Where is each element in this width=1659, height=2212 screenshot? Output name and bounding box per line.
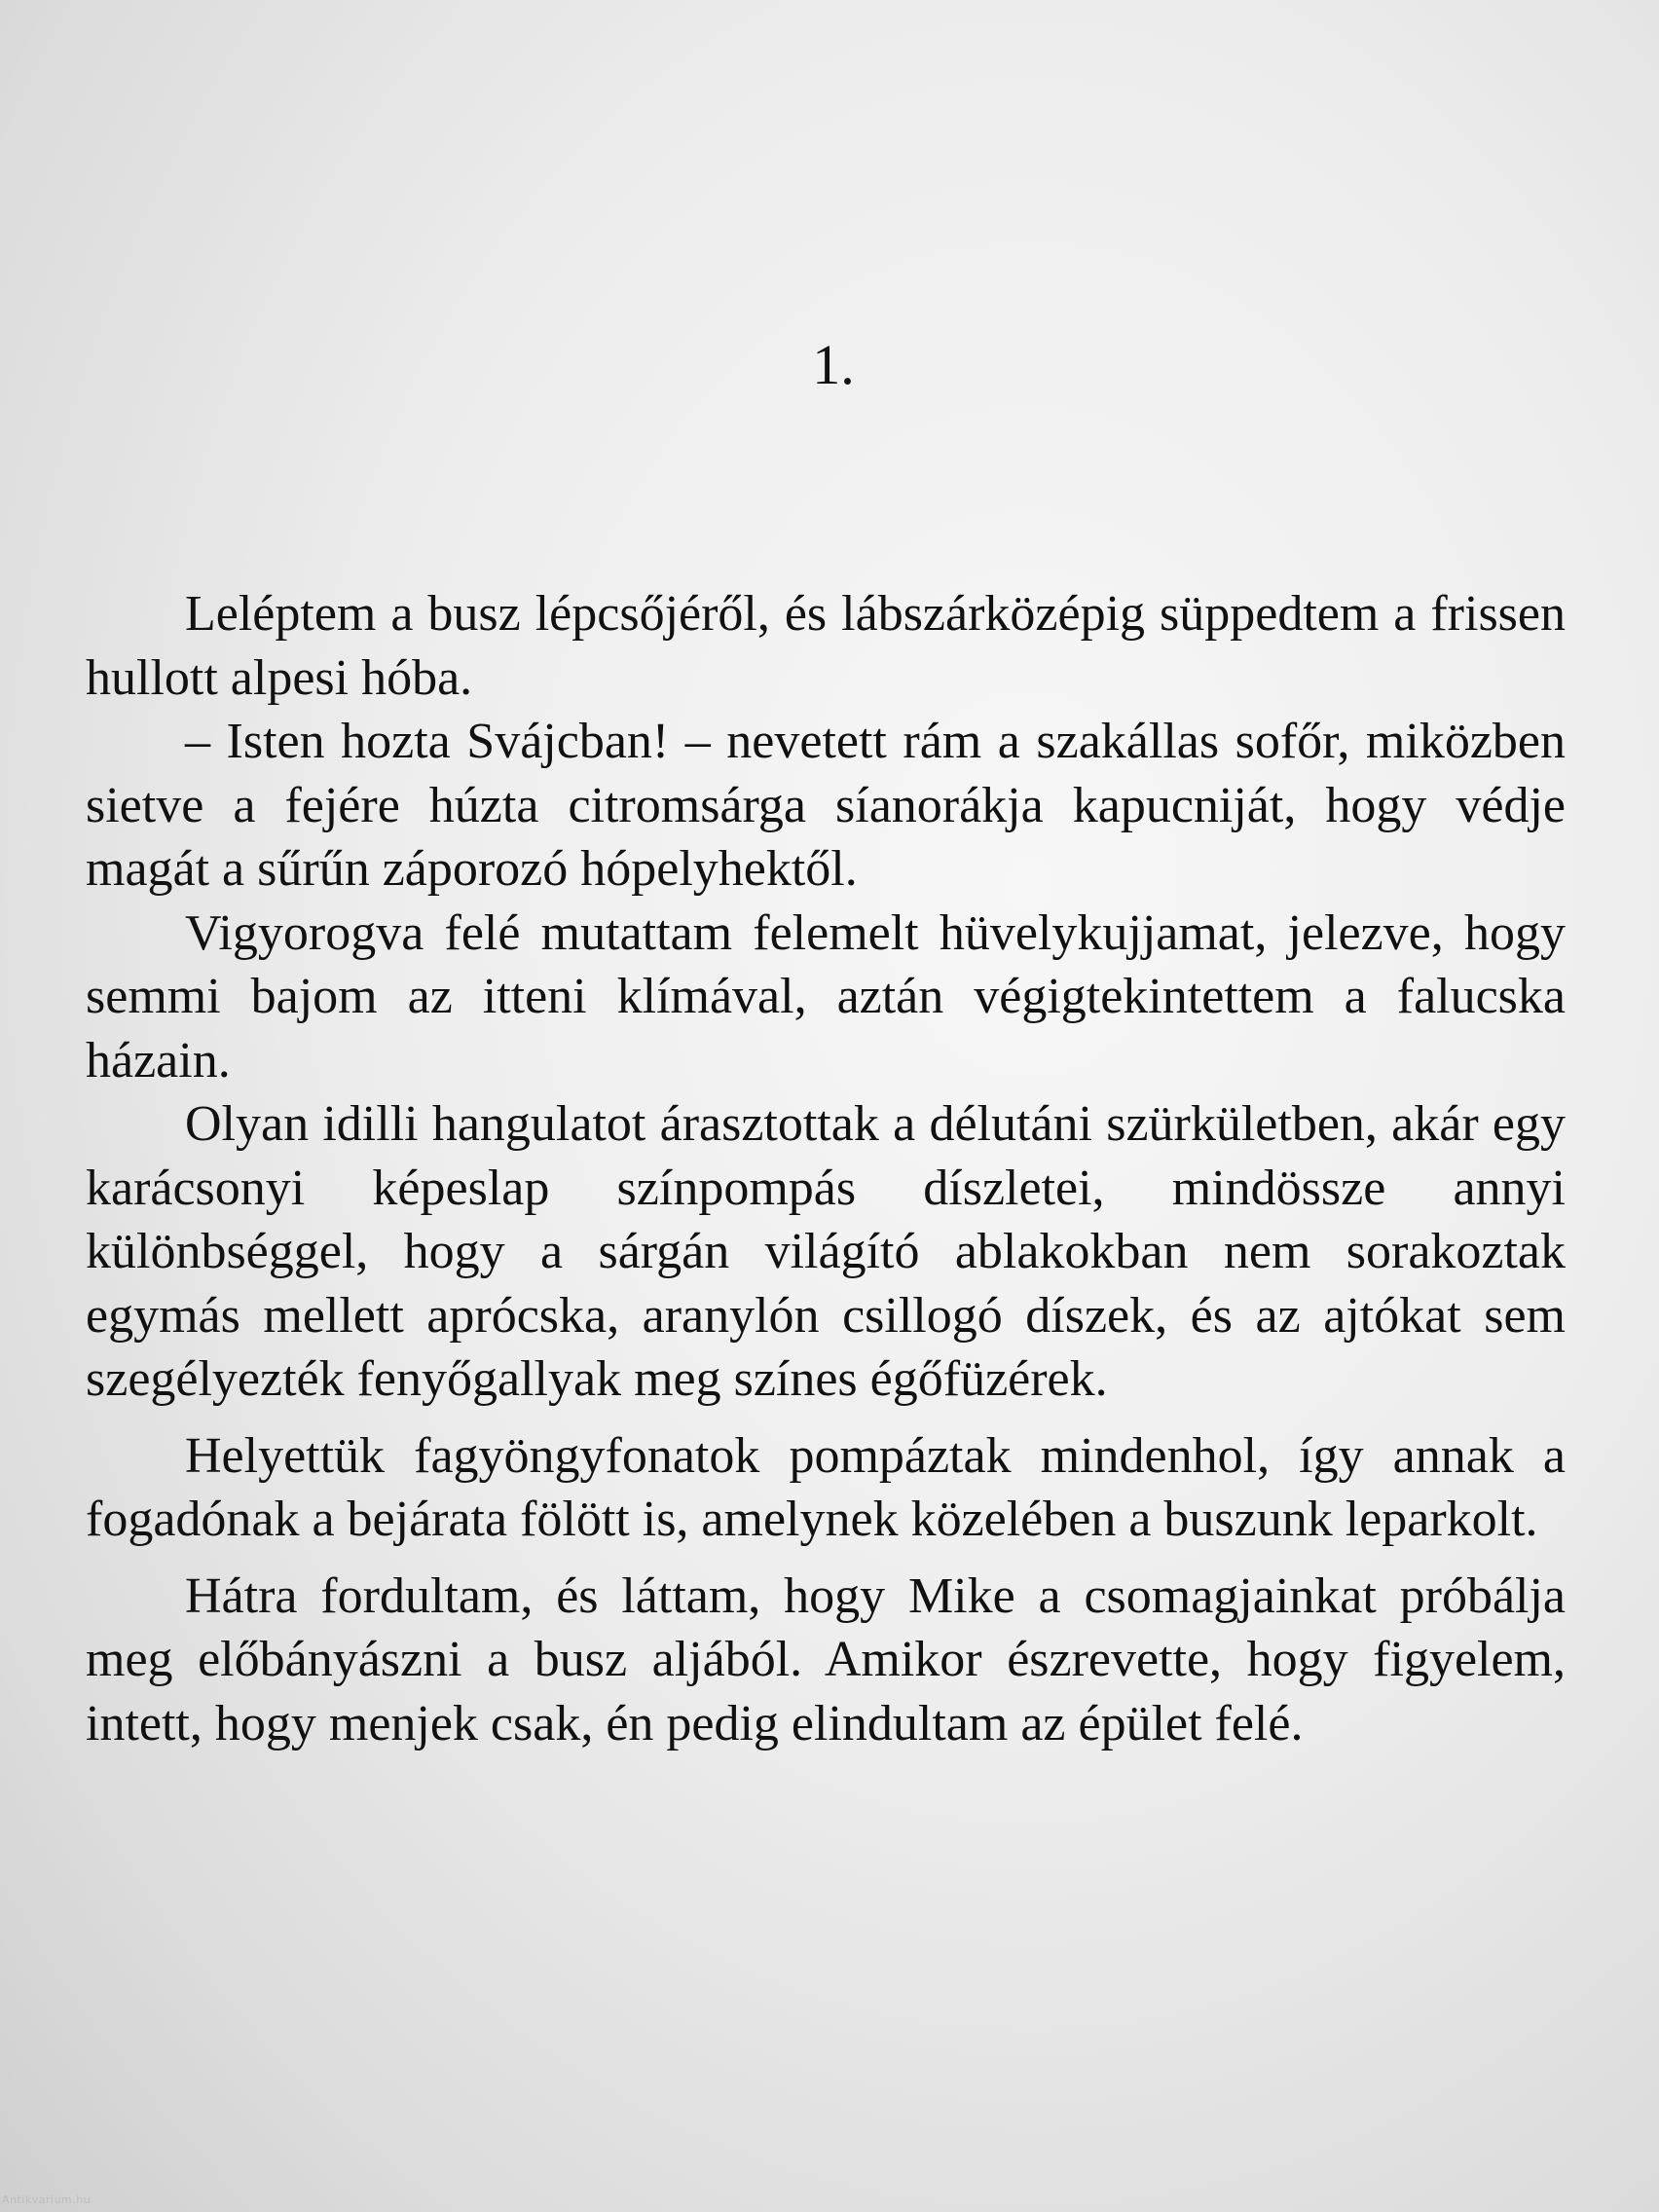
paragraph-2: – Isten hozta Svájcban! – nevetett rám a szakállas sofőr, miközben sietve a fejére húzta citromsárga síanorákja kapucniját, hogy védje magát a sűrűn záporozó hópelyhektől.	[86, 714, 1566, 897]
paragraph-6: Hátra fordultam, és láttam, hogy Mike a csomagjainkat próbálja meg előbányászni a busz aljából. Amikor észrevette, hogy figyelem, intett, hogy menjek csak, én pedig elindultam az épület felé.	[86, 1567, 1566, 1751]
watermark: Antikvarium.hu	[2, 2194, 92, 2206]
chapter-number: 1.	[812, 333, 855, 396]
paragraph-4: Olyan idilli hangulatot árasztottak a délutáni szürkületben, akár egy karácsonyi képeslap színpompás díszletei, mindössze annyi különbséggel, hogy a sárgán világító ablakokban nem sorakoztak egymás mellett aprócska, aranylón csillogó díszek, és az ajtókat sem szegélyezték fenyőgallyak meg színes égőfüzérek.	[86, 1096, 1566, 1407]
paragraph-1: Leléptem a busz lépcsőjéről, és lábszárközépig süppedtem a frissen hullott alpesi hóba.	[86, 586, 1566, 706]
paragraph-3: Vigyorogva felé mutattam felemelt hüvelykujjamat, jelezve, hogy semmi bajom az itteni klímával, aztán végigtekintettem a falucska házain.	[86, 904, 1566, 1088]
chapter-text	[86, 582, 1566, 1755]
paragraph-5: Helyettük fagyöngyfonatok pompáztak mindenhol, így annak a fogadónak a bejárata fölött is, amelynek közelében a buszunk leparkolt.	[86, 1427, 1566, 1547]
